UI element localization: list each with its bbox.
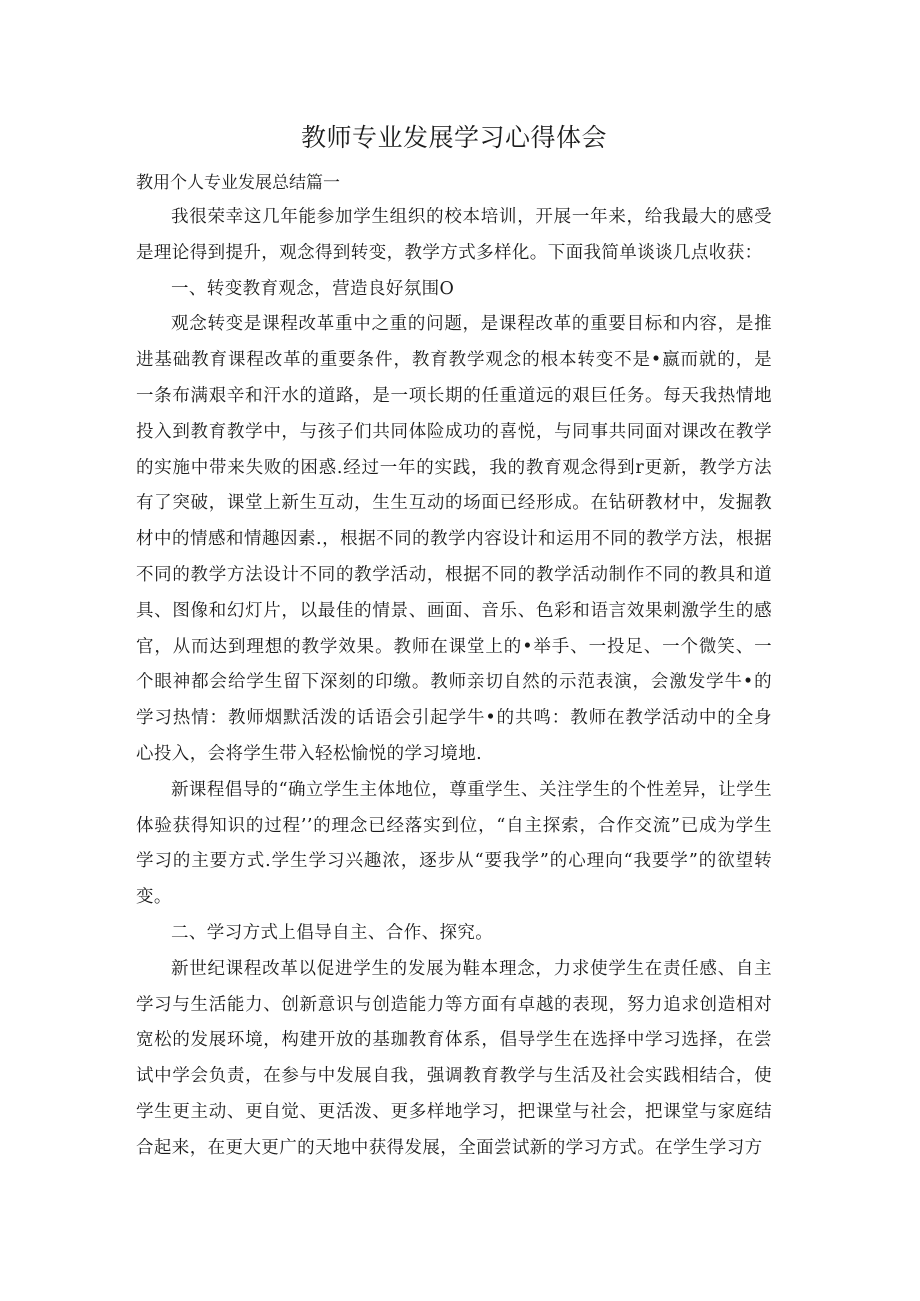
document-title: 教师专业发展学习心得体会	[300, 123, 607, 152]
section-heading-2: 二、学习方式上倡导自主、合作、探究。	[171, 922, 494, 943]
document-subtitle: 教用个人专业发展总结篇一	[136, 173, 340, 193]
paragraph-learning-methods: 新世纪课程改革以促进学生的发展为鞋本理念，力求使学生在责任感、自主学习与生活能力、创新意识与创造能力等方面有卓越的表现，努力追求创造相对宽松的发展环境，构建开放的基珈教育体系，倡导学生在选择中学习选择，在尝试中学会负责，在参与中发展自我，强调教育教学与生活及社会实践相结合，使学生更主动、更自觉、更活泼、更多样地学习，把课堂与社会，把课堂与家庭结合起来，在更大更广的天地中获得发展，全面尝试新的学习方式。在学生学习方	[136, 958, 772, 1158]
paragraph-new-curriculum: 新课程倡导的“确立学生主体地位，尊重学生、关注学生的个性差异，让学生体验获得知识的过程’’的理念已经落实到位，“自主探索，合作交流”已成为学生学习的主要方式.学生学习兴趣浓，逐步从“要我学”的心理向“我要学”的欲望转变。	[136, 779, 772, 908]
paragraph-concept-change: 观念转变是课程改革重中之重的问题，是课程改革的重要目标和内容，是推进基础教育课程改革的重要条件，教育教学观念的根本转变不是•嬴而就的，是一条布满艰辛和汗水的道路，是一项长期的任重道远的艰巨任务。每天我热情地投入到教育教学中，与孩子们共同体险成功的喜悦，与同事共同面对课改在教学的实施中带来失败的困惑.经过一年的实践，我的教育观念得到r更新，教学方法有了突破，课堂上新生互动，生生互动的场面已经形成。在钻研教材中，发掘教材中的情感和情趣因素.，根据不同的教学内容设计和运用不同的教学方法，根据不同的教学方法设计不同的教学活动，根据不同的教学活动制作不同的教具和道具、图像和幻灯片，以最佳的情景、画面、音乐、色彩和语言效果刺激学生的感官，从而达到理想的教学效果。教师在课堂上的•举手、一投足、一个微笑、一个眼神都会给学生留下深刻的印缴。教师亲切自然的示范表演，会激发学牛•的学习热情：教师烟默活泼的话语会引起学牛•的共鸣：教师在教学活动中的全身心投入，会将学生带入轻松愉悦的学习境地.	[136, 314, 772, 764]
section-heading-1: 一、转变教育观念，营造良好氛围O	[171, 278, 455, 299]
paragraph-intro: 我很荣幸这几年能参加学生组织的校本培训，开展一年来，给我最大的感受是理论得到提升，观念得到转变，教学方式多样化。下面我简单谈谈几点收获：	[136, 207, 772, 263]
document-body	[136, 200, 772, 1167]
